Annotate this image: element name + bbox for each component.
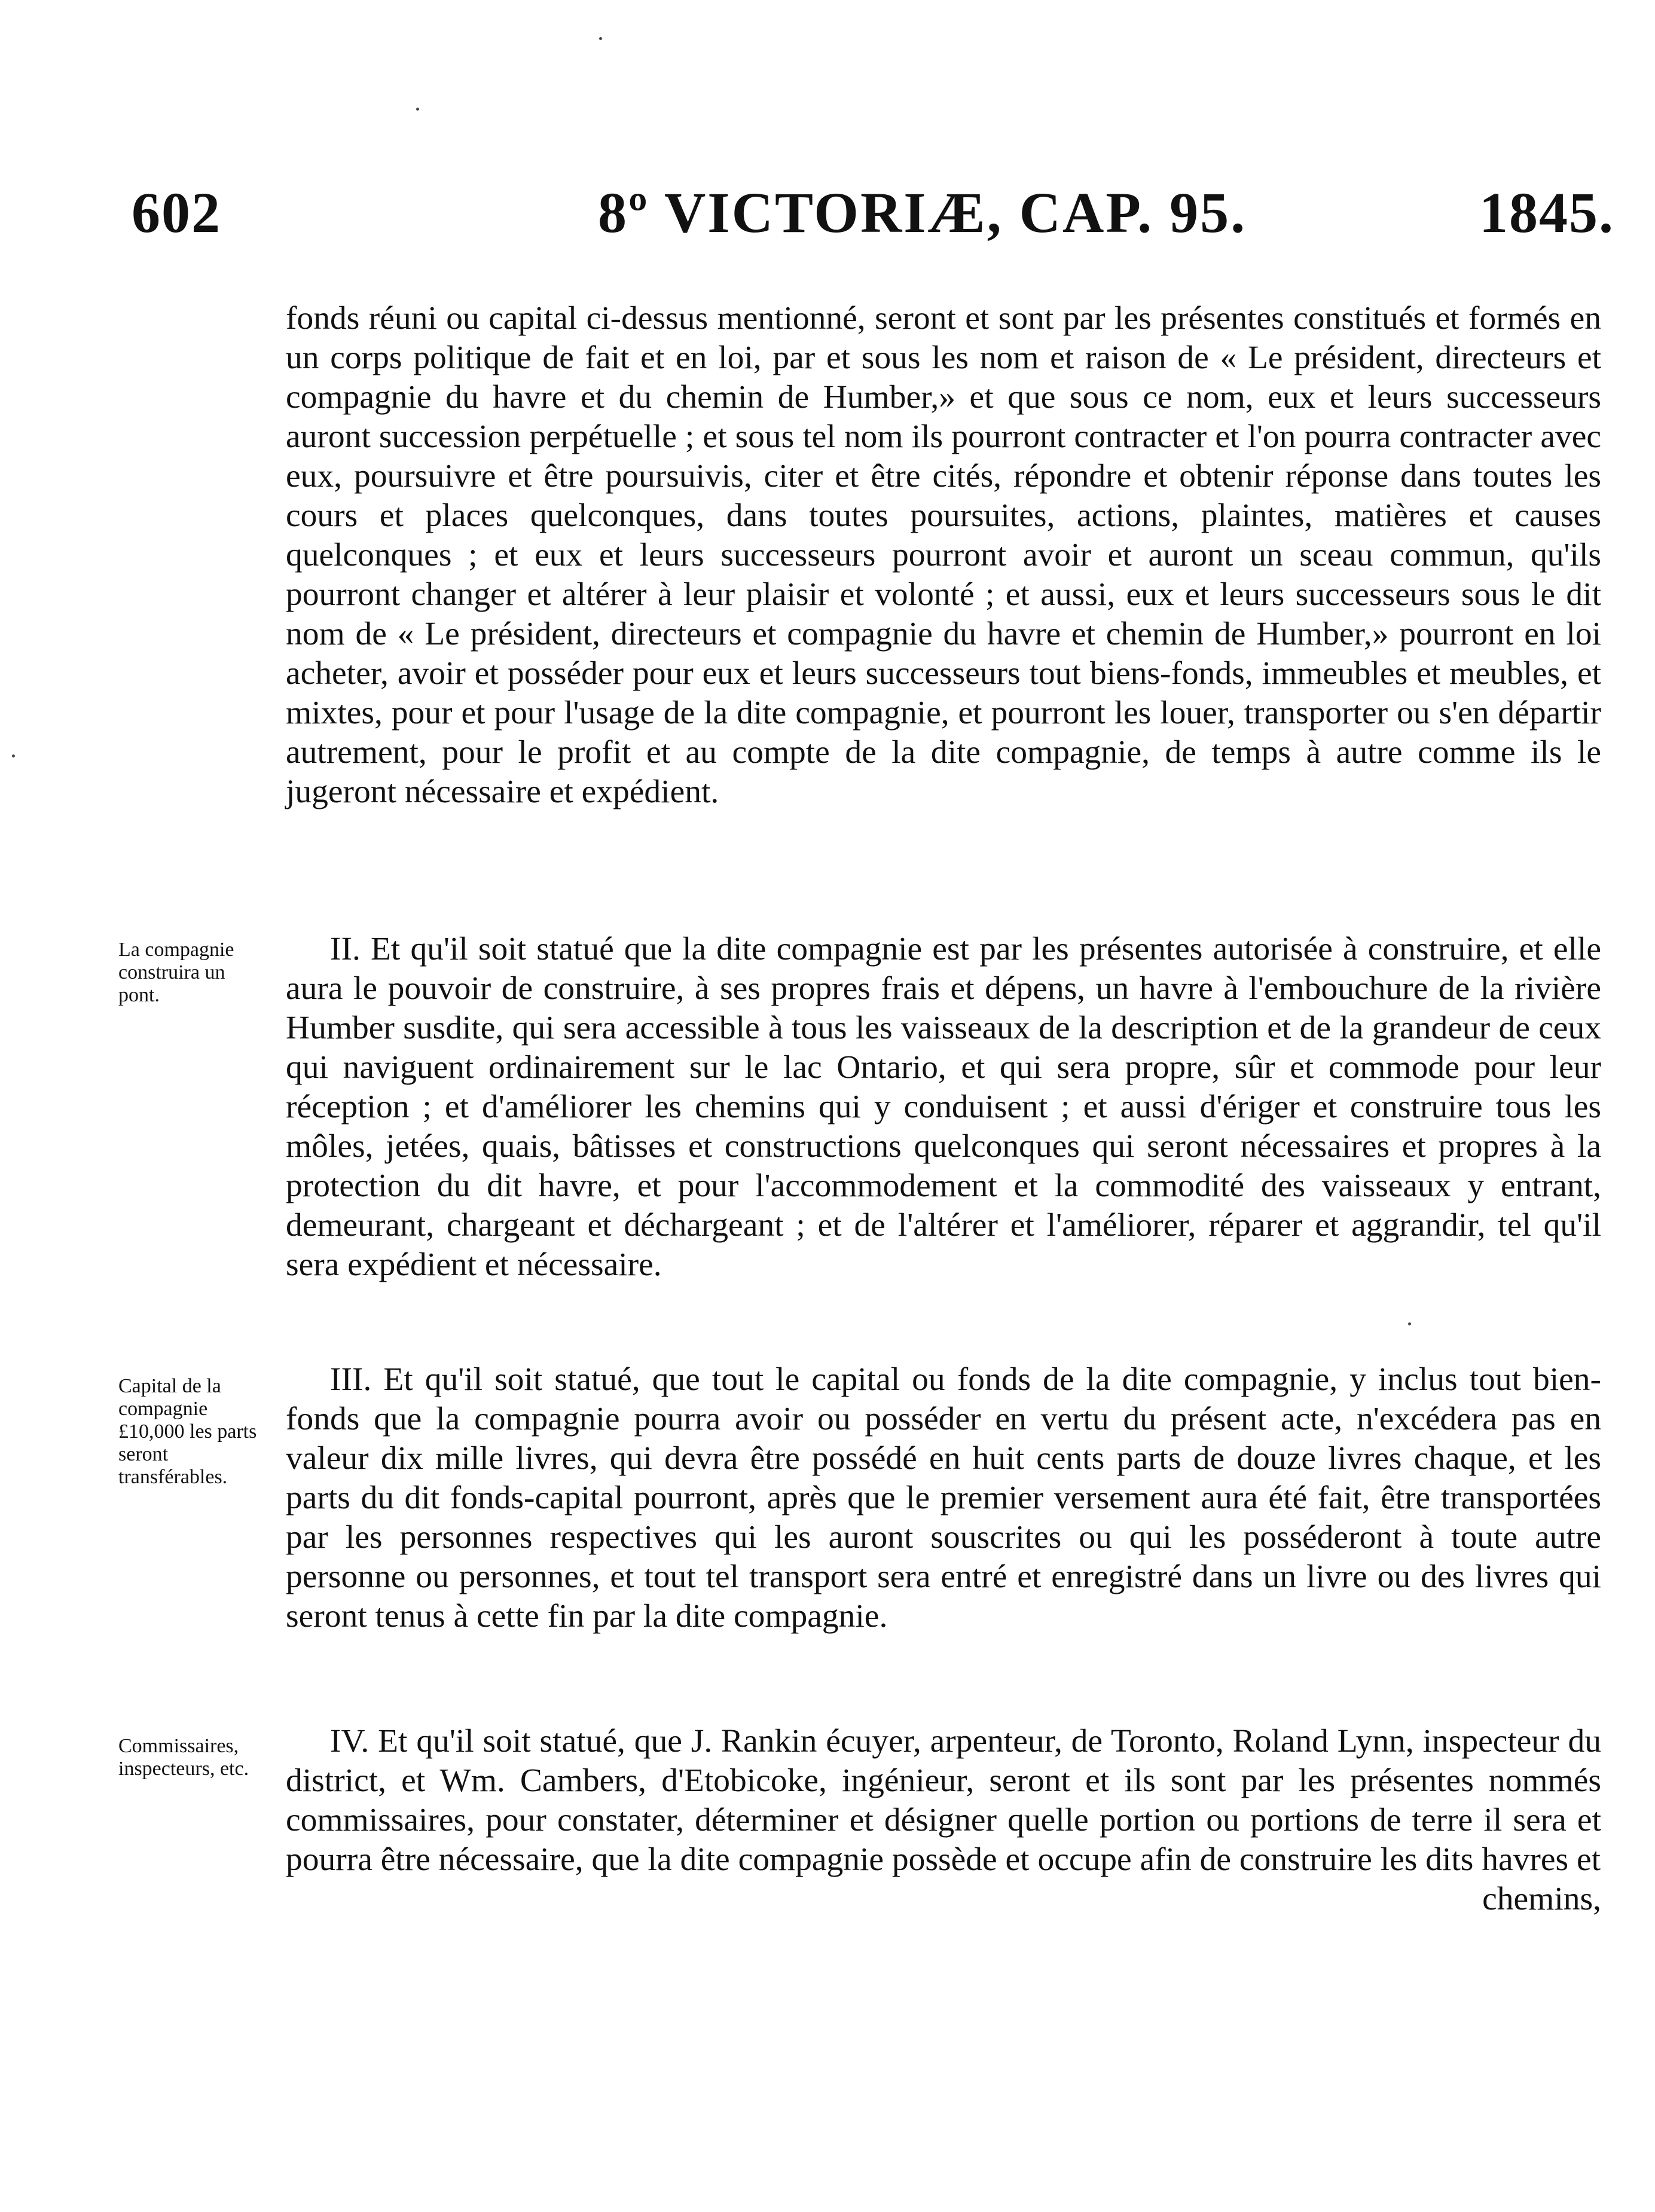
year: 1845.	[1479, 181, 1614, 245]
print-speck	[1408, 1322, 1411, 1325]
page-header	[132, 179, 1614, 251]
section-4-paragraph	[286, 1722, 1601, 1919]
section-4-text: IV. Et qu'il soit statué, que J. Rankin écuyer, arpenteur, de Toronto, Roland Lynn, inspecteur du district, et Wm. Cambers, d'Etobicoke, ingénieur, seront et ils sont par les présentes nommés commissaires, pour constater, déterminer et désigner quelle portion ou portions de terre il sera et pourra être nécessaire, que la dite compagnie possède et occupe afin de construire les dits havres et	[286, 1723, 1601, 1878]
margin-note-section-3: Capital de la compagnie £10,000 les parts seront transférables.	[118, 1375, 257, 1488]
page-number: 602	[132, 181, 221, 245]
continuation-paragraph: fonds réuni ou capital ci-dessus mentionné, seront et sont par les présentes constitués et formés en un corps politique de fait et en loi, par et sous les nom et raison de « Le président, directeurs et compagnie du havre et du chemin de Humber,» et que sous ce nom, eux et leurs successeurs auront succession perpétuelle ; et sous tel nom ils pourront contracter et l'on pourra contracter avec eux, poursuivre et être poursuivis, citer et être cités, répondre et obtenir réponse dans toutes les cours et places quelconques, dans toutes poursuites, actions, plaintes, matières et causes quelconques ; et eux et leurs successeurs pourront avoir et auront un sceau commun, qu'ils pourront changer et altérer à leur plaisir et volonté ; et aussi, eux et leurs successeurs sous le dit nom de « Le président, directeurs et compagnie du havre et chemin de Humber,» pourront en loi acheter, avoir et posséder pour eux et leurs successeurs tout biens-fonds, immeubles et meubles, et mixtes, pour et pour l'usage de la dite compagnie, et pourront les louer, transporter ou s'en départir autrement, pour le profit et au compte de la dite compagnie, de temps à autre comme ils le jugeront nécessaire et expédient.	[286, 300, 1601, 810]
margin-note-section-2: La compagnie construira un pont.	[118, 939, 234, 1006]
print-speck	[12, 754, 15, 757]
section-4-last-word: chemins,	[1482, 1881, 1601, 1917]
section-3-paragraph: III. Et qu'il soit statué, que tout le capital ou fonds de la dite compagnie, y inclus tout bien-fonds que la compagnie pourra avoir ou posséder en vertu du présent acte, n'excédera pas en valeur dix mille livres, qui devra être possédé en huit cents parts de douze livres chaque, et les parts du dit fonds-capital pourront, après que le premier versement aura été fait, être transportées par les personnes respectives qui les auront souscrites ou qui les posséderont à toute autre personne ou personnes, et tout tel transport sera entré et enregistré dans un livre ou des livres qui seront tenus à cette fin par la dite compagnie.	[286, 1361, 1601, 1634]
running-title: 8º VICTORIÆ, CAP. 95.	[598, 181, 1247, 245]
print-speck	[599, 37, 602, 40]
print-speck	[416, 108, 419, 111]
section-2-paragraph: II. Et qu'il soit statué que la dite compagnie est par les présentes autorisée à construire, et elle aura le pouvoir de construire, à ses propres frais et dépens, un havre à l'embouchure de la rivière Humber susdite, qui sera accessible à tous les vaisseaux de la description et de la grandeur de ceux qui naviguent ordinairement sur le lac Ontario, et qui sera propre, sûr et commode pour leur réception ; et d'améliorer les chemins qui y conduisent ; et aussi d'ériger et construire tous les môles, jetées, quais, bâtisses et constructions quelconques qui seront nécessaires et propres à la protection du dit havre, et pour l'accommodement et la commodité des vaisseaux y entrant, demeurant, chargeant et déchargeant ; et de l'altérer et l'améliorer, réparer et aggrandir, tel qu'il sera expédient et nécessaire.	[286, 931, 1601, 1283]
margin-note-section-4: Commissaires, inspecteurs, etc.	[118, 1735, 249, 1780]
